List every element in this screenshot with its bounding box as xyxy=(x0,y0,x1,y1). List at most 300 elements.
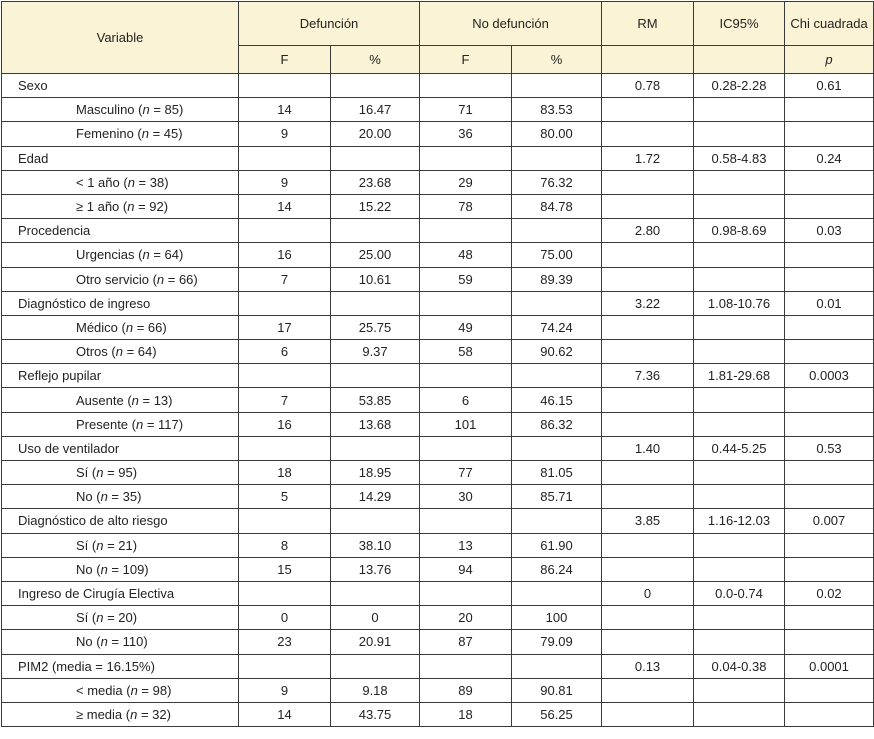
empty-cell xyxy=(602,606,694,630)
empty-cell xyxy=(694,630,785,654)
header-rm: RM xyxy=(602,2,694,46)
ic95-value: 1.16-12.03 xyxy=(694,509,785,533)
group-row xyxy=(2,509,874,533)
empty-cell xyxy=(420,291,512,315)
n-symbol: n xyxy=(130,682,138,698)
n-count: = 20) xyxy=(103,610,138,626)
empty-cell xyxy=(239,146,331,170)
table-row xyxy=(2,194,874,218)
n-symbol: n xyxy=(96,465,104,481)
subcategory-label xyxy=(2,122,239,146)
subcategory-text: ≥ 1 año ( xyxy=(76,199,128,215)
defuncion-f: 7 xyxy=(239,388,331,412)
empty-cell xyxy=(512,364,602,388)
defuncion-pct: 9.37 xyxy=(331,340,420,364)
no-defuncion-f: 36 xyxy=(420,122,512,146)
n-count: = 64) xyxy=(149,247,184,263)
empty-cell xyxy=(694,678,785,702)
p-value: 0.24 xyxy=(785,146,874,170)
defuncion-pct: 25.75 xyxy=(331,315,420,339)
group-label: PIM2 (media = 16.15%) xyxy=(2,654,239,678)
subcategory-label xyxy=(2,630,239,654)
defuncion-pct: 15.22 xyxy=(331,194,420,218)
ic95-value: 1.81-29.68 xyxy=(694,364,785,388)
results-table xyxy=(1,1,874,727)
subcategory-label xyxy=(2,533,239,557)
n-count: = 13) xyxy=(138,392,173,408)
group-row xyxy=(2,436,874,460)
subcategory-text: ≥ media ( xyxy=(76,706,131,722)
no-defuncion-pct: 74.24 xyxy=(512,315,602,339)
defuncion-f: 7 xyxy=(239,267,331,291)
empty-cell xyxy=(602,170,694,194)
n-symbol: n xyxy=(125,319,134,335)
table-row xyxy=(2,315,874,339)
n-count: = 45) xyxy=(148,126,183,142)
n-count: = 66) xyxy=(164,271,198,287)
group-row xyxy=(2,364,874,388)
no-defuncion-f: 13 xyxy=(420,533,512,557)
ic95-value: 0.58-4.83 xyxy=(694,146,785,170)
empty-cell xyxy=(785,267,874,291)
defuncion-f: 9 xyxy=(239,170,331,194)
subcategory-text: Femenino ( xyxy=(76,126,142,142)
empty-cell xyxy=(602,461,694,485)
table-row xyxy=(2,485,874,509)
empty-cell xyxy=(785,243,874,267)
empty-cell xyxy=(331,219,420,243)
defuncion-pct: 53.85 xyxy=(331,388,420,412)
no-defuncion-pct: 86.24 xyxy=(512,557,602,581)
empty-cell xyxy=(785,533,874,557)
empty-cell xyxy=(694,606,785,630)
subcategory-text: No ( xyxy=(76,634,101,650)
subcategory-text: Masculino ( xyxy=(76,102,143,118)
empty-cell xyxy=(602,412,694,436)
no-defuncion-pct: 100 xyxy=(512,606,602,630)
no-defuncion-pct: 56.25 xyxy=(512,702,602,726)
no-defuncion-pct: 76.32 xyxy=(512,170,602,194)
empty-cell xyxy=(602,557,694,581)
header-no-defuncion-f: F xyxy=(420,46,512,74)
n-symbol: n xyxy=(115,344,123,360)
header-defuncion-f: F xyxy=(239,46,331,74)
empty-cell xyxy=(331,291,420,315)
defuncion-pct: 25.00 xyxy=(331,243,420,267)
rm-value: 1.40 xyxy=(602,436,694,460)
empty-cell xyxy=(694,315,785,339)
p-value: 0.61 xyxy=(785,74,874,98)
header-ic95: IC95% xyxy=(694,2,785,46)
defuncion-f: 14 xyxy=(239,194,331,218)
empty-cell xyxy=(602,267,694,291)
table-row xyxy=(2,122,874,146)
empty-cell xyxy=(331,581,420,605)
defuncion-pct: 9.18 xyxy=(331,678,420,702)
table-row xyxy=(2,243,874,267)
no-defuncion-f: 101 xyxy=(420,412,512,436)
empty-cell xyxy=(785,702,874,726)
header-no-defuncion: No defunción xyxy=(420,2,602,46)
header-variable: Variable xyxy=(2,2,239,74)
no-defuncion-pct: 85.71 xyxy=(512,485,602,509)
empty-cell xyxy=(694,533,785,557)
defuncion-pct: 38.10 xyxy=(331,533,420,557)
rm-value: 3.85 xyxy=(602,509,694,533)
empty-cell xyxy=(694,461,785,485)
subcategory-text: No ( xyxy=(76,489,101,505)
group-label: Edad xyxy=(2,146,239,170)
header-rm-blank xyxy=(602,46,694,74)
n-count: = 92) xyxy=(134,199,169,215)
n-symbol: n xyxy=(100,561,108,577)
n-count: = 109) xyxy=(107,561,149,577)
n-count: = 66) xyxy=(133,319,167,335)
defuncion-pct: 43.75 xyxy=(331,702,420,726)
empty-cell xyxy=(694,170,785,194)
empty-cell xyxy=(512,146,602,170)
defuncion-pct: 10.61 xyxy=(331,267,420,291)
empty-cell xyxy=(602,702,694,726)
rm-value: 7.36 xyxy=(602,364,694,388)
empty-cell xyxy=(602,315,694,339)
no-defuncion-pct: 46.15 xyxy=(512,388,602,412)
no-defuncion-f: 18 xyxy=(420,702,512,726)
no-defuncion-pct: 61.90 xyxy=(512,533,602,557)
empty-cell xyxy=(785,315,874,339)
subcategory-label xyxy=(2,606,239,630)
empty-cell xyxy=(785,122,874,146)
rm-value: 2.80 xyxy=(602,219,694,243)
no-defuncion-pct: 89.39 xyxy=(512,267,602,291)
empty-cell xyxy=(602,122,694,146)
n-symbol: n xyxy=(142,102,150,118)
no-defuncion-f: 30 xyxy=(420,485,512,509)
empty-cell xyxy=(602,98,694,122)
subcategory-text: < 1 año ( xyxy=(76,174,128,190)
subcategory-text: Otros ( xyxy=(76,344,116,360)
defuncion-pct: 13.68 xyxy=(331,412,420,436)
table-row xyxy=(2,678,874,702)
table-row xyxy=(2,340,874,364)
p-value: 0.0001 xyxy=(785,654,874,678)
empty-cell xyxy=(694,194,785,218)
empty-cell xyxy=(331,654,420,678)
table-body xyxy=(2,74,874,727)
defuncion-f: 5 xyxy=(239,485,331,509)
empty-cell xyxy=(785,388,874,412)
n-count: = 38) xyxy=(134,174,169,190)
subcategory-text: Otro servicio ( xyxy=(76,271,157,287)
no-defuncion-f: 20 xyxy=(420,606,512,630)
empty-cell xyxy=(239,654,331,678)
no-defuncion-f: 49 xyxy=(420,315,512,339)
no-defuncion-f: 78 xyxy=(420,194,512,218)
empty-cell xyxy=(331,146,420,170)
no-defuncion-pct: 81.05 xyxy=(512,461,602,485)
header-defuncion-pct: % xyxy=(331,46,420,74)
table-row xyxy=(2,388,874,412)
ic95-value: 1.08-10.76 xyxy=(694,291,785,315)
empty-cell xyxy=(785,557,874,581)
subcategory-text: Sí ( xyxy=(76,537,97,553)
empty-cell xyxy=(694,243,785,267)
no-defuncion-f: 59 xyxy=(420,267,512,291)
p-value: 0.53 xyxy=(785,436,874,460)
subcategory-label xyxy=(2,678,239,702)
no-defuncion-f: 87 xyxy=(420,630,512,654)
n-count: = 64) xyxy=(122,344,157,360)
defuncion-pct: 20.91 xyxy=(331,630,420,654)
empty-cell xyxy=(239,509,331,533)
group-row xyxy=(2,291,874,315)
defuncion-pct: 23.68 xyxy=(331,170,420,194)
subcategory-label xyxy=(2,388,239,412)
empty-cell xyxy=(694,702,785,726)
table-row xyxy=(2,170,874,194)
header-ic95-blank xyxy=(694,46,785,74)
no-defuncion-pct: 90.62 xyxy=(512,340,602,364)
group-row xyxy=(2,581,874,605)
empty-cell xyxy=(239,291,331,315)
ic95-value: 0.04-0.38 xyxy=(694,654,785,678)
no-defuncion-pct: 75.00 xyxy=(512,243,602,267)
table-row xyxy=(2,267,874,291)
empty-cell xyxy=(512,74,602,98)
empty-cell xyxy=(785,630,874,654)
defuncion-pct: 0 xyxy=(331,606,420,630)
empty-cell xyxy=(420,581,512,605)
subcategory-label xyxy=(2,702,239,726)
header-p: p xyxy=(785,46,874,74)
header-no-defuncion-pct: % xyxy=(512,46,602,74)
no-defuncion-f: 58 xyxy=(420,340,512,364)
no-defuncion-f: 89 xyxy=(420,678,512,702)
empty-cell xyxy=(239,436,331,460)
subcategory-text: Ausente ( xyxy=(76,392,132,408)
rm-value: 3.22 xyxy=(602,291,694,315)
empty-cell xyxy=(602,678,694,702)
defuncion-f: 18 xyxy=(239,461,331,485)
empty-cell xyxy=(239,364,331,388)
no-defuncion-f: 94 xyxy=(420,557,512,581)
no-defuncion-f: 71 xyxy=(420,98,512,122)
empty-cell xyxy=(785,170,874,194)
empty-cell xyxy=(239,581,331,605)
no-defuncion-f: 48 xyxy=(420,243,512,267)
empty-cell xyxy=(602,340,694,364)
defuncion-f: 16 xyxy=(239,243,331,267)
subcategory-label xyxy=(2,485,239,509)
table-row xyxy=(2,606,874,630)
empty-cell xyxy=(512,654,602,678)
group-row xyxy=(2,146,874,170)
empty-cell xyxy=(694,412,785,436)
defuncion-pct: 14.29 xyxy=(331,485,420,509)
no-defuncion-pct: 86.32 xyxy=(512,412,602,436)
subcategory-label xyxy=(2,412,239,436)
empty-cell xyxy=(785,461,874,485)
n-count: = 21) xyxy=(103,537,138,553)
defuncion-f: 0 xyxy=(239,606,331,630)
empty-cell xyxy=(420,654,512,678)
ic95-value: 0.0-0.74 xyxy=(694,581,785,605)
header-chi-cuadrada: Chi cuadrada xyxy=(785,2,874,46)
subcategory-label xyxy=(2,315,239,339)
subcategory-label xyxy=(2,194,239,218)
ic95-value: 0.98-8.69 xyxy=(694,219,785,243)
defuncion-f: 17 xyxy=(239,315,331,339)
empty-cell xyxy=(420,436,512,460)
p-value: 0.03 xyxy=(785,219,874,243)
rm-value: 0 xyxy=(602,581,694,605)
n-count: = 85) xyxy=(149,102,184,118)
no-defuncion-pct: 80.00 xyxy=(512,122,602,146)
n-count: = 117) xyxy=(143,416,184,432)
empty-cell xyxy=(420,146,512,170)
empty-cell xyxy=(512,581,602,605)
no-defuncion-f: 6 xyxy=(420,388,512,412)
empty-cell xyxy=(602,194,694,218)
empty-cell xyxy=(512,219,602,243)
empty-cell xyxy=(694,340,785,364)
subcategory-label xyxy=(2,461,239,485)
group-label: Reflejo pupilar xyxy=(2,364,239,388)
empty-cell xyxy=(785,412,874,436)
n-symbol: n xyxy=(127,199,135,215)
group-row xyxy=(2,654,874,678)
empty-cell xyxy=(420,74,512,98)
n-count: = 95) xyxy=(103,465,138,481)
defuncion-pct: 20.00 xyxy=(331,122,420,146)
header-defuncion: Defunción xyxy=(239,2,420,46)
rm-value: 1.72 xyxy=(602,146,694,170)
subcategory-label xyxy=(2,98,239,122)
defuncion-f: 14 xyxy=(239,702,331,726)
subcategory-label xyxy=(2,170,239,194)
n-symbol: n xyxy=(127,174,135,190)
empty-cell xyxy=(694,267,785,291)
subcategory-text: < media ( xyxy=(76,682,131,698)
subcategory-label xyxy=(2,340,239,364)
n-count: = 35) xyxy=(107,489,142,505)
empty-cell xyxy=(602,243,694,267)
no-defuncion-f: 77 xyxy=(420,461,512,485)
no-defuncion-f: 29 xyxy=(420,170,512,194)
subcategory-text: Sí ( xyxy=(76,610,97,626)
table-row xyxy=(2,412,874,436)
defuncion-f: 23 xyxy=(239,630,331,654)
empty-cell xyxy=(512,291,602,315)
subcategory-text: Urgencias ( xyxy=(76,247,143,263)
group-label: Ingreso de Cirugía Electiva xyxy=(2,581,239,605)
empty-cell xyxy=(694,122,785,146)
empty-cell xyxy=(420,509,512,533)
rm-value: 0.78 xyxy=(602,74,694,98)
n-symbol: n xyxy=(141,126,149,142)
group-row xyxy=(2,219,874,243)
no-defuncion-pct: 90.81 xyxy=(512,678,602,702)
group-label: Sexo xyxy=(2,74,239,98)
defuncion-pct: 13.76 xyxy=(331,557,420,581)
table-row xyxy=(2,630,874,654)
empty-cell xyxy=(602,533,694,557)
n-symbol: n xyxy=(135,416,144,432)
no-defuncion-pct: 83.53 xyxy=(512,98,602,122)
empty-cell xyxy=(785,606,874,630)
p-value: 0.02 xyxy=(785,581,874,605)
n-symbol: n xyxy=(100,489,108,505)
group-label: Diagnóstico de ingreso xyxy=(2,291,239,315)
defuncion-f: 9 xyxy=(239,678,331,702)
subcategory-text: Médico ( xyxy=(76,319,126,335)
defuncion-f: 16 xyxy=(239,412,331,436)
empty-cell xyxy=(602,630,694,654)
n-symbol: n xyxy=(142,247,150,263)
ic95-value: 0.28-2.28 xyxy=(694,74,785,98)
table-row xyxy=(2,702,874,726)
empty-cell xyxy=(694,388,785,412)
empty-cell xyxy=(331,364,420,388)
subcategory-text: Sí ( xyxy=(76,465,97,481)
defuncion-f: 15 xyxy=(239,557,331,581)
defuncion-f: 9 xyxy=(239,122,331,146)
n-count: = 32) xyxy=(137,706,171,722)
p-value: 0.01 xyxy=(785,291,874,315)
defuncion-pct: 16.47 xyxy=(331,98,420,122)
empty-cell xyxy=(694,98,785,122)
rm-value: 0.13 xyxy=(602,654,694,678)
empty-cell xyxy=(602,388,694,412)
table-row xyxy=(2,461,874,485)
group-row xyxy=(2,74,874,98)
empty-cell xyxy=(331,74,420,98)
p-value: 0.007 xyxy=(785,509,874,533)
table-row xyxy=(2,557,874,581)
empty-cell xyxy=(331,436,420,460)
empty-cell xyxy=(785,340,874,364)
empty-cell xyxy=(331,509,420,533)
empty-cell xyxy=(239,219,331,243)
defuncion-pct: 18.95 xyxy=(331,461,420,485)
empty-cell xyxy=(785,485,874,509)
defuncion-f: 8 xyxy=(239,533,331,557)
p-value: 0.0003 xyxy=(785,364,874,388)
n-symbol: n xyxy=(130,706,138,722)
subcategory-label xyxy=(2,557,239,581)
empty-cell xyxy=(602,485,694,509)
empty-cell xyxy=(785,194,874,218)
empty-cell xyxy=(512,436,602,460)
subcategory-label xyxy=(2,243,239,267)
ic95-value: 0.44-5.25 xyxy=(694,436,785,460)
empty-cell xyxy=(420,364,512,388)
empty-cell xyxy=(512,509,602,533)
n-symbol: n xyxy=(96,610,104,626)
subcategory-text: Presente ( xyxy=(76,416,136,432)
empty-cell xyxy=(785,98,874,122)
subcategory-label xyxy=(2,267,239,291)
n-symbol: n xyxy=(156,271,165,287)
group-label: Procedencia xyxy=(2,219,239,243)
table-row xyxy=(2,533,874,557)
empty-cell xyxy=(694,485,785,509)
subcategory-text: No ( xyxy=(76,561,101,577)
n-symbol: n xyxy=(131,392,139,408)
defuncion-f: 6 xyxy=(239,340,331,364)
no-defuncion-pct: 79.09 xyxy=(512,630,602,654)
n-symbol: n xyxy=(96,537,104,553)
